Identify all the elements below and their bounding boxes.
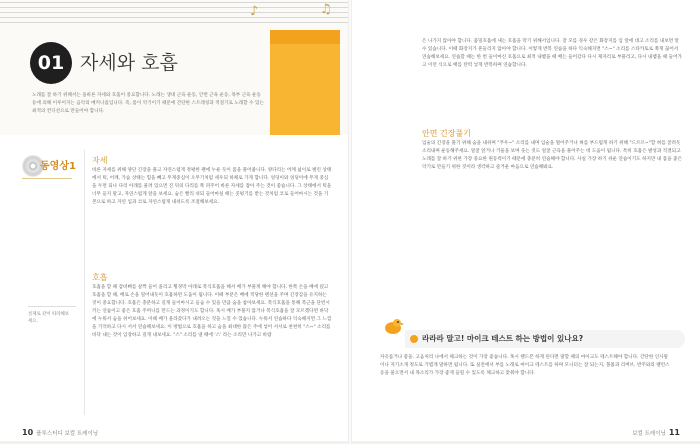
right-page — [350, 0, 700, 444]
tip-bullet-icon — [410, 335, 418, 343]
bird-icon — [382, 316, 404, 336]
left-footer — [22, 428, 98, 437]
section-text-breathing: 호흡을 할 때 갑비뼈를 살짝 들어 올리고 횡경막 아래로 복식호흡을 해서 배가 부풀게 해야 합니다. 한쪽 손을 배에 얹고 호흡을 할 때, 배로 손을 밀어내듯이 호흡하면 도움이 됩니다. 이때 부분은 배에 적당한 텐션을 주며 긴장감을 유지하는 것이 중요합니다. 호흡은 충분하고 길게 들이마시고 들숨 수 있을 만큼 숨을 참아보세요. 복식호흡을 통해 복근을 단련시키는 연습이고 좋은 호흡 주머니를 만드는 과정이기도 합니다. 혹시 배가 부풀지 않거나 복식호흡을 잘 모르겠다면 바닥에 누워서 숨을 쉬어보세요. 이때 배가 올라갔다가 내려오는 것을 느낄 수 있습니다. 누워서 연습하다 익숙해지면 그 느낌을 기억하고 다시 서서 연습해보세요. 이 방법으로 호흡을 하고 숨을 최대한 많은 주에 넣어 서서로 천천히 "스~" 소리를 바닥 내는 것이 입장하고 길게 내보세요. "스" 소리를 낼 때에 '스' 라는 소리만 나가고 바람 — [92, 285, 332, 338]
section-text-face: 입술의 긴장을 풀기 위해 숨을 내쉬며 "푸우~" 소리를 내며 입술을 떨어주거나 혀를 부드럽게 하기 위해 "드르르~"할 혀를 굴려듯 소리내며 운동해주세요. 얼굴 앞거나 거울을 보며 웃는 것도 얼굴 근육을 풀어주는 데 도움이 됩니다. 특히 호흡은 발성과 직결되고 노래를 잘 하기 위한 가장 중요한 원동력이기 때문에 충분히 연습해야 합니다. 사실 가장 하기 쉬운 연습이기도 하지만 내 몸을 좋은 악기로 만들기 위한 것이라 생각하고 즐거운 마음으로 연습해봐요. — [422, 141, 682, 170]
page-number: 11 — [668, 428, 680, 437]
chapter-title: 자세와 호흡 — [80, 52, 178, 74]
tip-text: 자유롭거나 좋을. 고음처리 나에서 체크하는 것이 가장 좋습니다. 혹시 핸드폰 하게 된다면 말할 때의 마이크도 테스트해야 합니다. 간단한 인사말이나 자기소개 정도로 가볍게 말하면 됩니다. 또 실전에서 부를 노래로 마이크 테스트를 하며 모니터는 잘 되는지, 볼륨과 리버브, 반주와의 밸런스 등을 물으면서 내 목소리가 가장 좋게 들릴 수 있도록 체크하고 맞춰야 합니다. — [380, 355, 670, 376]
video-label: 동영상1 — [40, 161, 76, 172]
orange-accent-block — [270, 30, 340, 135]
page-number: 10 — [22, 428, 34, 437]
book-gutter — [348, 0, 352, 444]
section-heading-breathing: 호흡 — [92, 273, 108, 282]
column-divider — [84, 150, 85, 415]
music-note-icon: ♫ — [320, 2, 332, 17]
sidebar-note-divider — [28, 306, 76, 307]
running-title: 보컬 트레이닝 — [632, 431, 666, 437]
sidebar-divider — [22, 178, 72, 179]
section-text-posture: 바른 자세를 위해 양단 긴장을 풀고 자연스럽게 정평한 팬에 누운 듯이 몸을 풀어줍니다. 양다리는 어깨 넓이로 벌린 상태에서 턱, 어깨, 가슴 상태는 힘을 빼고 무게중심이 오무기처럼 세우되 하체로 가게 합니다. 엉덩이와 엉덩이에 무게 중심을 두면 되나 다리 아래를 물려 있으면 진 뒤의 다리를 쭉 펴주어 바른 자세를 잡아 주는 것이 좋습니다. 그 상태에서 턱을 너무 들지 말고, 자연스럽게 앞을 보세요. 숨은 빨리 쉬되 들어마실 때는 콧평기를 받는 것처럼 코로 들어마시는 것을 기본으로 하고 자연 입과 코로 자연스럽게 내쉬도록 조절해보세요. — [92, 168, 332, 205]
music-staff-decoration — [0, 2, 350, 30]
right-footer — [632, 428, 680, 437]
chapter-number-badge: 01 — [30, 42, 72, 84]
tip-title: 라라라 말고! 마이크 테스트 하는 방법이 있나요? — [422, 334, 584, 343]
breathing-continued-text: 은 나가지 않아야 합니다. 품밀호흡에 새는 호흡을 막기 위해서입니다. 잘 모를 경우 같은 화장지를 입 앞에 대고 소리를 내보면 알 수 있습니다. 이때 화장지가 흔들리지 않아야 합니다. 이렇게 반복 연습을 하다 익숙해지면 "스~" 소리를 스타카토로 쭉게 끊어서 연습해보세요. 연습할 때는 한 번 들이마신 호흡으로 최적 내뱉을 때 배는 들어갔다 다시 제자리로 부풀리고, 다시 내뱉을 때 들어가고 이런 식으로 배를 탄력 넣게 반복하며 연습합니다. — [422, 39, 682, 68]
running-title: 플루스터디 보컬 트레이닝 — [36, 431, 99, 437]
section-heading-posture: 자세 — [92, 156, 108, 165]
chapter-intro-text: 노래를 잘 하기 위해서는 올바른 자세와 호흡이 중요합니다. 노래는 생대 근육 운동, 안면 근육 운동, 목부 근육 운동 등에 의해 이루어지는 음악의 매커니즘입니다. 즉, 몸이 악기이기 때문에 간단한 스트레칭과 적절기로 노래할 수 있는 최적의 컨디션으로 만들어야 합니다. — [32, 93, 264, 114]
sidebar-note: 실제로 같이 따라해보세요. — [28, 312, 69, 324]
music-note-icon: ♪ — [250, 4, 259, 19]
section-heading-face: 안면 긴장풀기 — [422, 129, 471, 138]
